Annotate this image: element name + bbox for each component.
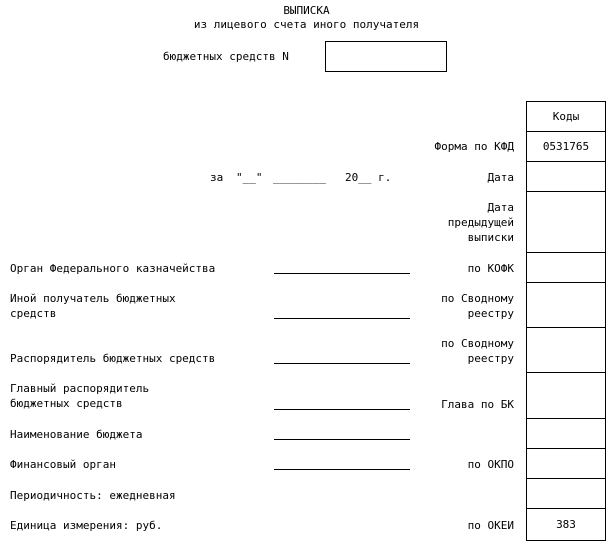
code-forma: 0531765 (527, 132, 605, 162)
code-budget[interactable] (527, 419, 605, 449)
label-okpo: по ОКПО (467, 458, 514, 471)
account-number-field[interactable] (325, 41, 447, 72)
label-prev-date: Дата предыдущей выписки (447, 201, 514, 244)
date-month[interactable]: ________ (273, 171, 326, 184)
code-okei: 383 (556, 518, 576, 531)
code-svod-reestr-2[interactable] (527, 328, 605, 373)
code-svod-reestr-1[interactable] (527, 283, 605, 328)
date-year[interactable]: 20__ г. (345, 171, 392, 184)
label-forma-kfd: Форма по КФД (434, 140, 514, 153)
codes-header: Коды (527, 102, 605, 132)
label-svod-reestr-2: по Сводному реестру (441, 337, 514, 365)
field-label-chief-manager: Главный распорядитель бюджетных средств (10, 382, 150, 410)
document-title: ВЫПИСКА (283, 4, 330, 17)
label-okei: по ОКЕИ (467, 519, 514, 532)
field-label-unit: Единица измерения: руб. (10, 519, 163, 532)
field-line-budget-name[interactable] (274, 439, 410, 440)
document-subtitle: из лицевого счета иного получателя (193, 18, 420, 31)
field-label-budget-name: Наименование бюджета (10, 428, 143, 441)
account-label: бюджетных средств N (163, 50, 289, 63)
account-number-value (326, 42, 446, 58)
label-date: Дата (487, 171, 514, 184)
codes-table (526, 101, 606, 541)
label-svod-reestr-1: по Сводному реестру (441, 292, 514, 320)
code-okpo[interactable] (527, 449, 605, 479)
label-glava-bk: Глава по БК (441, 398, 514, 411)
label-kofk: по КОФК (467, 262, 514, 275)
field-label-finance-body: Финансовый орган (10, 458, 116, 471)
date-za: за (210, 171, 224, 184)
code-glava-bk[interactable] (527, 373, 605, 419)
code-date[interactable] (527, 162, 605, 192)
field-label-treasury: Орган Федерального казначейства (10, 262, 216, 275)
field-label-recipient: Иной получатель бюджетных средств (10, 292, 176, 320)
code-kofk[interactable] (527, 253, 605, 283)
date-day[interactable]: "__" (236, 171, 263, 184)
field-label-periodicity: Периодичность: ежедневная (10, 489, 176, 502)
code-periodicity[interactable] (527, 479, 605, 509)
code-prev-date[interactable] (527, 192, 605, 253)
field-label-manager: Распорядитель бюджетных средств (10, 352, 216, 365)
